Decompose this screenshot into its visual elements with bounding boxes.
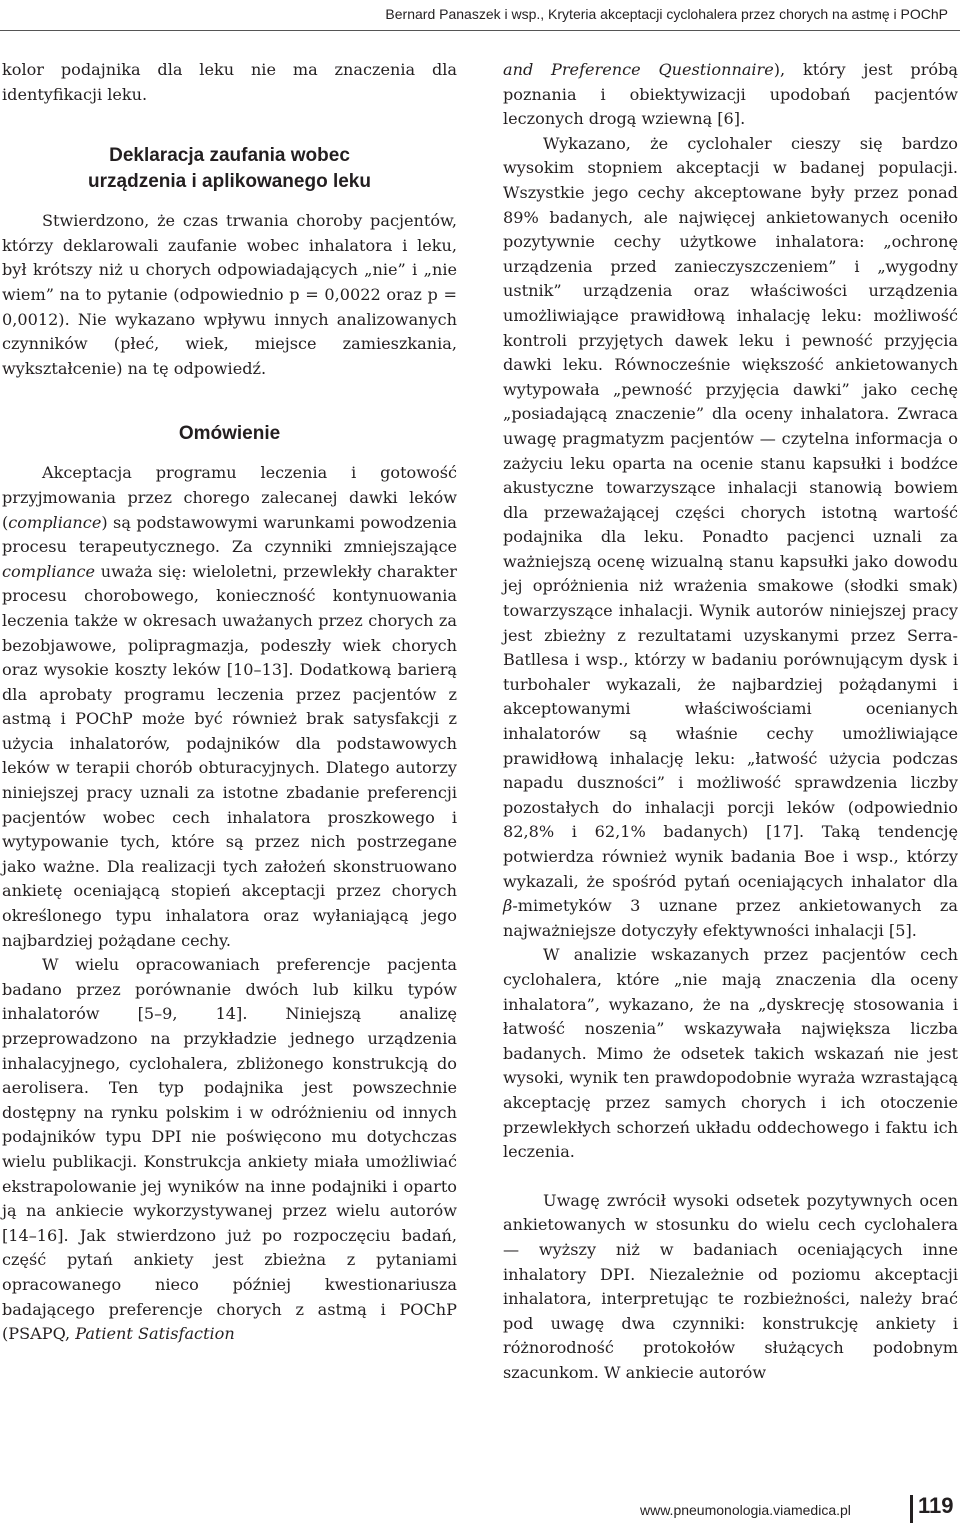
discussion-paragraph-3: [503, 132, 958, 944]
compliance-term: compliance: [8, 512, 102, 532]
section-heading-trust: [2, 143, 457, 195]
page-number: 119: [918, 1493, 954, 1518]
beta-symbol: β: [503, 896, 513, 916]
discussion-paragraph-4: W analizie wskazanych przez pacjentów cech cyclohalera, które „nie mają znaczenia dla oceny inhalatora”, wykazano, że na „dyskrecję stosowania i łatwość noszenia” wskazywała największa liczba badanych. Mimo że odsetek takich wskazań nie jest wysoki, wynik ten prawdopodobnie wyraża wzrastającą akceptację przez samych chorych i ich otoczenie przewlekłych schorzeń układu oddechowego i faktu ich leczenia.: [503, 945, 958, 1162]
running-head: Bernard Panaszek i wsp., Kryteria akceptacji cyclohalera przez chorych na astmę i POChP: [385, 6, 948, 22]
header-rule: [0, 30, 960, 31]
heading-trust-line1: Deklaracja zaufania wobec: [109, 145, 350, 167]
discussion-p3-text-a: Wykazano, że cyclohaler cieszy się bardzo wysokim stopniem akceptacji w badanej populacji. Wszystkie jego cechy akceptowane były przez ponad 89% badanych, ale najwięcej ankietowanych oceniło pozytywnie cechy użytkowe inhalatora: „ochronę urządzenia przed zanieczyszczeniem” i „wygodny ustnik” urządzenia oraz właściwości urządzenia umożliwiające prawidłową inhalację leku: możliwość kontroli przyjętych dawek leku i pewność przyjęcia dawki leku. Równocześnie większość ankietowanych wytypowała „pewność przyjęcia dawki” jako cechę „posiadającą znaczenie” dla oceny inhalatora. Zwraca uwagę pragmatyzm pacjentów — czytelna informacja o zażyciu leku oparta na ocenie stanu kapsułki i bodźce akustyczne towarzyszące inhalacji stanowią bowiem dla przeważającej części chorych istotną wartość podajnika dla leku. Ponadto pacjenci uznali za ważniejszą ocenę wizualną stanu kapsułki jako dowodu jej opróżnienia niż wrażenia smakowe (słodki smak) towarzyszące inhalacji. Wynik autorów niniejszej pracy jest zbieżny z rezultatami uzyskanymi przez Serra-Batllesa i wsp., którzy w badaniu porównującym dysk i turbohaler wykazali, że najbardziej pożądanymi i akceptowanymi właściwościami ocenianych inhalatorów są właśnie cechy umożliwiające prawidłową inhalację leku: „łatwość użycia podczas napadu duszności” i możliwość sprawdzenia liczby pozostałych do inhalacji porcji leków (odpowiednio 82,8% i 62,1% badanych) [17]. Taką tendencję potwierdza również wynik badania Boe i wsp., którzy wykazali, że spośród pytań oceniających inhalator dla: [503, 133, 958, 891]
section-heading-discussion: Omówienie: [178, 423, 281, 445]
journal-url: www.pneumonologia.viamedica.pl: [640, 1502, 851, 1518]
right-column: [503, 58, 958, 1385]
discussion-p2-text: W wielu opracowaniach preferencje pacjenta badano przez porównanie dwóch lub kilku typów inhalatorów [5–9, 14]. Niniejszą analizę przeprowadzono na przykładzie jednego urządzenia inhalacyjnego, cyclohalera, zbliżonego konstrukcją do aerolisera. Ten typ podajnika jest powszechnie dostępny na rynku polskim i w odróżnieniu od innych podajników typu DPI nie poświęcono mu dotychczas wielu publikacji. Konstrukcja ankiety miała umożliwiać ekstrapolowanie jej wyników na inne podajniki i oparto ją na ankiecie wykorzystywanej przez wielu autorów [14–16]. Jak stwierdzono już po rozpoczęciu badań, część pytań ankiety jest zbieżna z pytaniami opracowanego nieco później kwestionariusza badającego preferencje chorych z astmą i POChP (PSAPQ,: [2, 955, 457, 1344]
discussion-p2-cont-text: ), który jest próbą poznania i obiektywizacji upodobań pacjentów leczonych drogą wziewną [6].: [503, 60, 958, 129]
left-column: [2, 58, 457, 1347]
discussion-paragraph-5: Uwagę zwrócił wysoki odsetek pozytywnych ocen ankietowanych w stosunku do wielu cech cyclohalera — wyższy niż w badaniach oceniających inne inhalatory DPI. Niezależnie od poziomu akceptacji inhalatora, interpretując te rozbieżności, należy brać pod uwagę dwa czynniki: konstrukcję ankiety i różnorodność protokołów służących podobnym szacunkom. W ankiecie autorów: [503, 1190, 958, 1382]
discussion-p1-text-c: uważa się: wieloletni, przewlekły charakter procesu chorobowego, konieczność kontynuowania leczenia także w okresach uważanych przez chorych za bezobjawowe, polipragmazja, podeszły wiek chorych oraz wysokie koszty leków [10–13]. Dodatkową barierą dla aprobaty programu leczenia przez pacjentów z astmą i POChP może być również brak satysfakcji z użycia inhalatorów, podajników dla podstawowych leków w terapii chorób obturacyjnych. Dlatego autorzy niniejszej pracy uznali za istotne zbadanie preferencji pacjentów wobec cech inhalatora proszkowego i wytypowanie tych, które są przez nich postrzegane jako ważne. Dla realizacji tych założeń skonstruowano ankietę oceniającą stopień akceptacji przez chorych określonego typu inhalatora oraz wyłaniającą jego najbardziej pożądane cechy.: [2, 561, 457, 950]
discussion-paragraph-2-continued: [503, 58, 958, 132]
compliance-term: compliance: [2, 561, 96, 581]
psapq-name-start: Patient Satisfaction: [75, 1324, 235, 1344]
discussion-paragraph-1: [2, 461, 457, 953]
heading-trust-line2: urządzenia i aplikowanego leku: [88, 171, 371, 193]
trust-paragraph: Stwierdzono, że czas trwania choroby pacjentów, którzy deklarowali zaufanie wobec inhalatora i leku, był krótszy niż u chorych odpowiadających „nie” i „nie wiem” na to pytanie (odpowiednio p = 0,0022 oraz p = 0,0012). Nie wykazano wpływu innych analizowanych czynników (płeć, wiek, miejsce zamieszkania, wykształcenie) na tę odpowiedź.: [2, 211, 457, 378]
intro-paragraph: kolor podajnika dla leku nie ma znaczenia dla identyfikacji leku.: [2, 60, 457, 104]
discussion-p1-text-b: ) są podstawowymi warunkami powodzenia procesu terapeutycznego. Za czynniki zmniejszające: [2, 512, 457, 557]
psapq-name-end: and Preference Questionnaire: [503, 60, 774, 79]
discussion-paragraph-2: [2, 953, 457, 1347]
discussion-p1-text-a: Akceptacja programu leczenia i gotowość przyjmowania przez chorego zalecanej dawki leków (: [2, 463, 457, 532]
page-number-marker: [910, 1495, 913, 1523]
discussion-p3-text-b: -mimetyków 3 uznane przez ankietowanych za najważniejsze dotyczyły efektywności inhalacji [5].: [503, 896, 958, 940]
